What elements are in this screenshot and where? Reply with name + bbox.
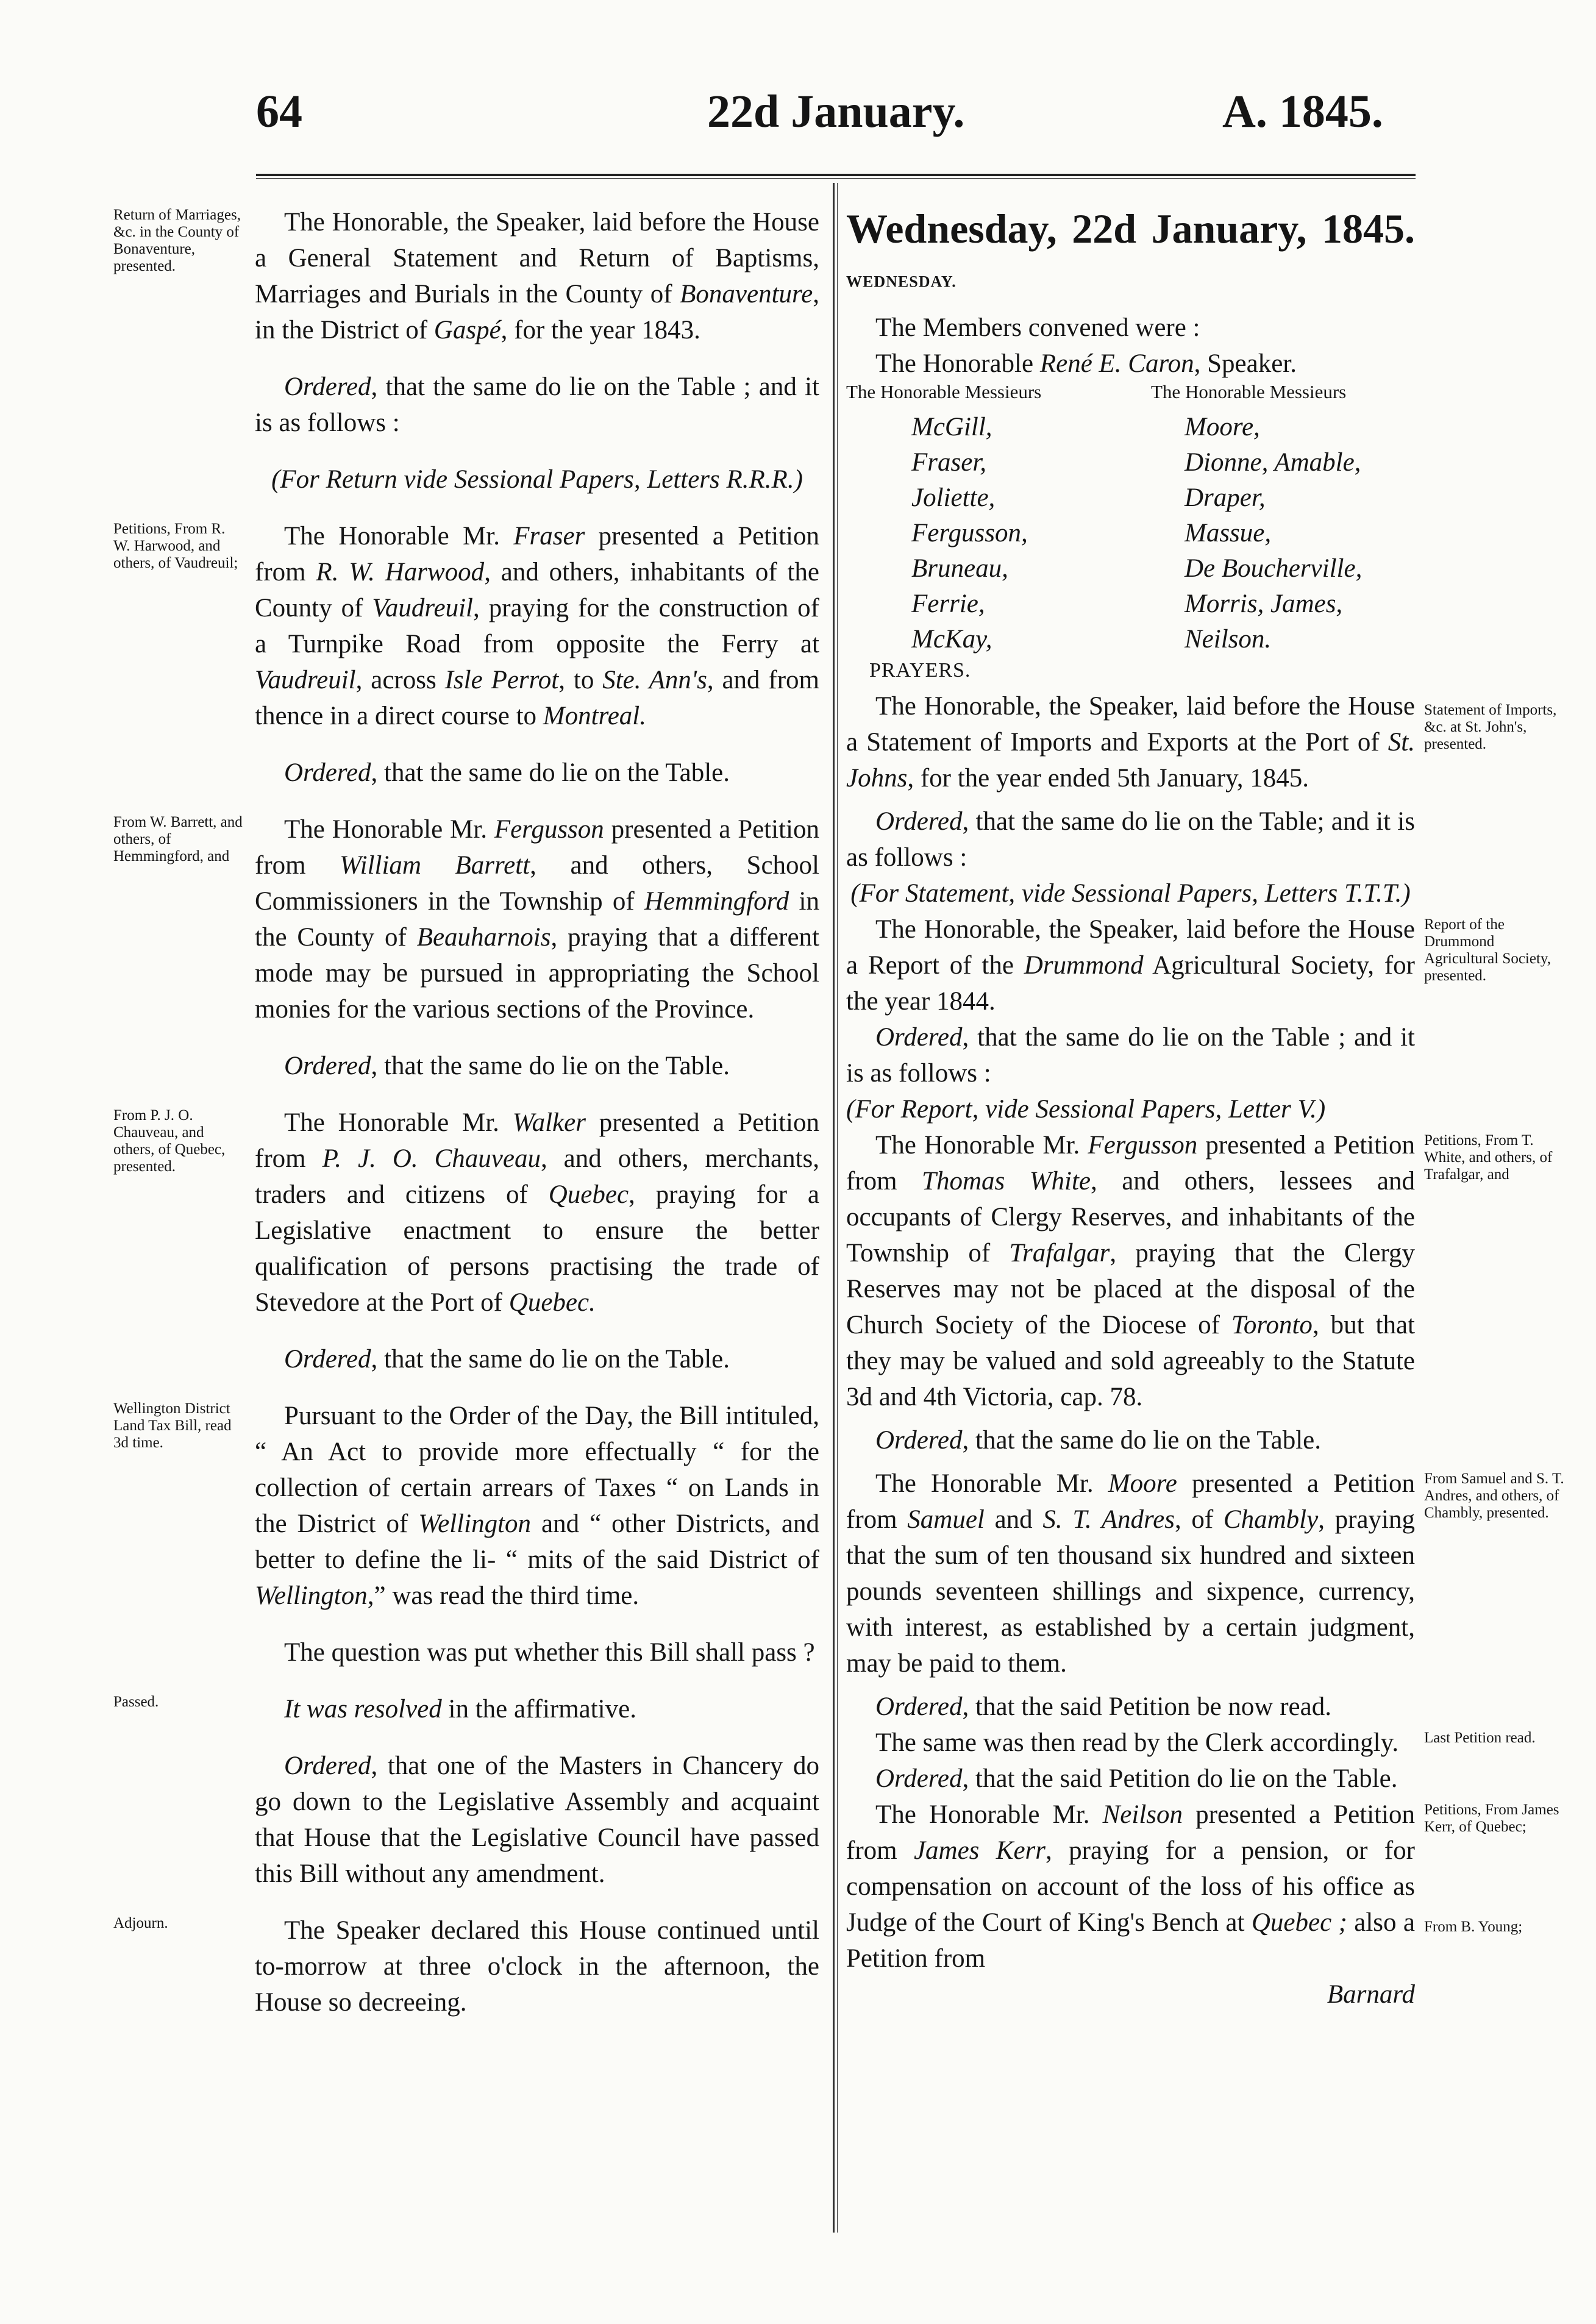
member-name: De Boucherville, bbox=[1185, 554, 1363, 583]
running-date: 22d January. bbox=[707, 86, 965, 137]
prayers-heading: PRAYERS. bbox=[869, 659, 971, 682]
margin-note: Statement of Imports, &c. at St. John's, presented. bbox=[1424, 702, 1557, 753]
paragraph-ordered: Ordered, that the same do lie on the Table; and it is as follows : bbox=[846, 807, 1415, 872]
members-header: The Honorable Messieurs bbox=[1151, 381, 1347, 403]
member-name: Massue, bbox=[1185, 519, 1272, 548]
margin-note: Petitions, From R. W. Harwood, and others, of Vaudreuil; bbox=[113, 521, 238, 571]
paragraph-ordered: Ordered, that the same do lie on the Table ; and it is as follows : bbox=[846, 1023, 1415, 1088]
paragraph-ordered-masters: Ordered, that one of the Masters in Chancery do go down to the Legislative Assembly and acquaint that House that the Legislative Council have passed this Bill without any amendment. bbox=[255, 1752, 819, 1888]
paragraph-ordered: Ordered, that the same do lie on the Table. bbox=[284, 758, 730, 787]
paragraph-question: The question was put whether this Bill shall pass ? bbox=[284, 1638, 815, 1667]
paragraph-resolved: Passed. It was resolved in the affirmative. bbox=[113, 1694, 636, 1723]
members-column-a bbox=[911, 410, 1028, 657]
paragraph-ordered: Ordered, that the same do lie on the Table ; and it is as follows : bbox=[255, 372, 819, 437]
margin-note: From P. J. O. Chauveau, and others, of Quebec, presented. bbox=[113, 1107, 226, 1175]
members-header: The Honorable Messieurs bbox=[846, 381, 1042, 403]
margin-note: Wellington District Land Tax Bill, read 3d time. bbox=[113, 1400, 232, 1451]
member-name: Ferrie, bbox=[911, 590, 985, 619]
members-list bbox=[846, 381, 1415, 654]
running-year: A. 1845. bbox=[1222, 86, 1383, 137]
column-divider bbox=[833, 183, 835, 2233]
member-name: McGill, bbox=[911, 413, 992, 442]
paragraph-read-by-clerk: Last Petition read. The same was then read by the Clerk accordingly. bbox=[846, 1725, 1415, 1761]
margin-note: From W. Barrett, and others, of Hemmingford, and bbox=[113, 814, 243, 864]
margin-note: Passed. bbox=[113, 1694, 159, 1710]
paragraph-adjourn: Adjourn. The Speaker declared this House continued until to-morrow at three o'clock in the afternoon, the House so decreeing. bbox=[113, 1915, 819, 2017]
paragraph-drummond-report: Report of the Drummond Agricultural Society, presented. The Honorable, the Speaker, laid before the House a Report of the Drummond Agricultural Society, for the year 1844. bbox=[846, 911, 1415, 1019]
catchword: Barnard bbox=[1327, 1980, 1415, 2009]
paragraph-st-johns-statement: Statement of Imports, &c. at St. John's, presented. The Honorable, the Speaker, laid before the House a Statement of Imports and Exports at the Port of St. Johns, for the year ended 5th January, 1845. bbox=[846, 688, 1415, 796]
margin-note: Report of the Drummond Agricultural Society, presented. bbox=[1424, 916, 1551, 985]
paragraph-bonaventure-return: Return of Marriages, &c. in the County of Bonaventure, presented. The Honorable, the Speaker, laid before the House a General Statement and Return of Baptisms, Marriages and Burials in the County of Bonaventure, in the District of Gaspé, for the year 1843. bbox=[113, 207, 819, 344]
margin-note: Petitions, From T. White, and others, of Trafalgar, and bbox=[1424, 1132, 1553, 1183]
margin-note: Last Petition read. bbox=[1424, 1730, 1536, 1747]
day-heading: Wednesday, 22d January, 1845. WEDNESDAY. bbox=[846, 205, 1415, 291]
paragraph-ordered-read: Ordered, that the said Petition be now read. bbox=[875, 1692, 1331, 1722]
margin-note: Petitions, From James Kerr, of Quebec; bbox=[1424, 1802, 1559, 1836]
left-column bbox=[113, 204, 820, 2020]
member-name: Bruneau, bbox=[911, 554, 1008, 583]
paragraph-ordered: Ordered, that the said Petition do lie on the Table. bbox=[875, 1764, 1398, 1794]
paragraph-wellington-bill: Wellington District Land Tax Bill, read 3d time. Pursuant to the Order of the Day, the Bill intituled, “ An Act to provide more effectually “ for the collection of certain arrears of Taxes “ on Lands in the District of Wellington and “ other Districts, and better to define the li- “ mits of the said District of Wellington,” was read the third time. bbox=[113, 1400, 819, 1610]
paragraph-ordered: Ordered, that the same do lie on the Table. bbox=[284, 1052, 730, 1080]
member-name: Dionne, Amable, bbox=[1185, 448, 1361, 477]
paragraph-andres-petition: From Samuel and S. T. Andres, and others, of Chambly, presented. The Honorable Mr. Moore presented a Petition from Samuel and S. T. Andres, of Chambly, praying that the sum of ten thousand six hundred and sixteen pounds seventeen shillings and sixpence, currency, with interest, as established by a certain judgment, may be paid to them. bbox=[846, 1469, 1564, 1678]
member-name: Moore, bbox=[1185, 413, 1260, 442]
paragraph-harwood-petition: Petitions, From R. W. Harwood, and others, of Vaudreuil; The Honorable Mr. Fraser presented a Petition from R. W. Harwood, and others, inhabitants of the County of Vaudreuil, praying for the construction of a Turnpike Road from opposite the Ferry at Vaudreuil, across Isle Perrot, to Ste. Ann's, and from thence in a direct course to Montreal. bbox=[113, 521, 820, 730]
member-name: Fergusson, bbox=[911, 519, 1028, 548]
paragraph-chauveau-petition: From P. J. O. Chauveau, and others, of Quebec, presented. The Honorable Mr. Walker presented a Petition from P. J. O. Chauveau, and others, merchants, traders and citizens of Quebec, praying for a Legislative enactment to ensure the better qualification of persons practising the trade of Stevedore at the Port of Quebec. bbox=[113, 1107, 819, 1317]
member-name: Morris, James, bbox=[1185, 590, 1343, 619]
paragraph-barrett-petition: From W. Barrett, and others, of Hemmingford, and The Honorable Mr. Fergusson presented a Petition from William Barrett, and others, School Commissioners in the Township of Hemmingford in the County of Beauharnois, praying that a different mode may be pursued in appropriating the School monies for the various sections of the Province. bbox=[113, 814, 820, 1024]
paragraph-kerr-petition: Petitions, From James Kerr, of Quebec; From B. Young; The Honorable Mr. Neilson presented a Petition from James Kerr, praying for a pension, or for compensation on account of the loss of his office as Judge of the Court of King's Bench at Quebec ; also a Petition from bbox=[846, 1797, 1415, 1976]
header-rule bbox=[256, 174, 1416, 176]
paragraph-ordered: Ordered, that the same do lie on the Table. bbox=[875, 1426, 1321, 1455]
margin-note: Return of Marriages, &c. in the County of Bonaventure, presented. bbox=[113, 207, 241, 274]
paragraph-statement-reference: (For Statement, vide Sessional Papers, Letters T.T.T.) bbox=[850, 879, 1411, 908]
members-column-b bbox=[1185, 410, 1362, 657]
speaker-line: The Honorable René E. Caron, Speaker. bbox=[875, 349, 1297, 379]
right-column bbox=[846, 204, 1564, 2012]
paragraph-report-reference: (For Report, vide Sessional Papers, Letter V.) bbox=[846, 1095, 1326, 1124]
member-name: Joliette, bbox=[911, 483, 996, 513]
paragraph-ordered: Ordered, that the same do lie on the Table. bbox=[284, 1345, 730, 1374]
members-convened: The Members convened were : bbox=[875, 313, 1200, 343]
paragraph-return-reference: (For Return vide Sessional Papers, Letters R.R.R.) bbox=[271, 465, 803, 494]
paragraph-white-petition: Petitions, From T. White, and others, of Trafalgar, and The Honorable Mr. Fergusson presented a Petition from Thomas White, and others, lessees and occupants of Clergy Reserves, and inhabitants of the Township of Trafalgar, praying that the Clergy Reserves may not be placed at the disposal of the Church Society of the Diocese of Toronto, but that they may be valued and sold agreeably to the Statute 3d and 4th Victoria, cap. 78. bbox=[846, 1127, 1415, 1415]
member-name: Neilson. bbox=[1185, 625, 1272, 654]
margin-note: From Samuel and S. T. Andres, and others, of Chambly, presented. bbox=[1424, 1470, 1564, 1522]
column-divider-thin bbox=[837, 183, 838, 2233]
margin-note: From B. Young; bbox=[1424, 1919, 1523, 1936]
header-rule-thin bbox=[256, 178, 1416, 179]
margin-note: Adjourn. bbox=[113, 1915, 168, 1931]
day-tag: WEDNESDAY. bbox=[846, 273, 957, 291]
member-name: Fraser, bbox=[911, 448, 987, 477]
page-number: 64 bbox=[256, 86, 302, 137]
member-name: Draper, bbox=[1185, 483, 1266, 513]
member-name: McKay, bbox=[911, 625, 992, 654]
